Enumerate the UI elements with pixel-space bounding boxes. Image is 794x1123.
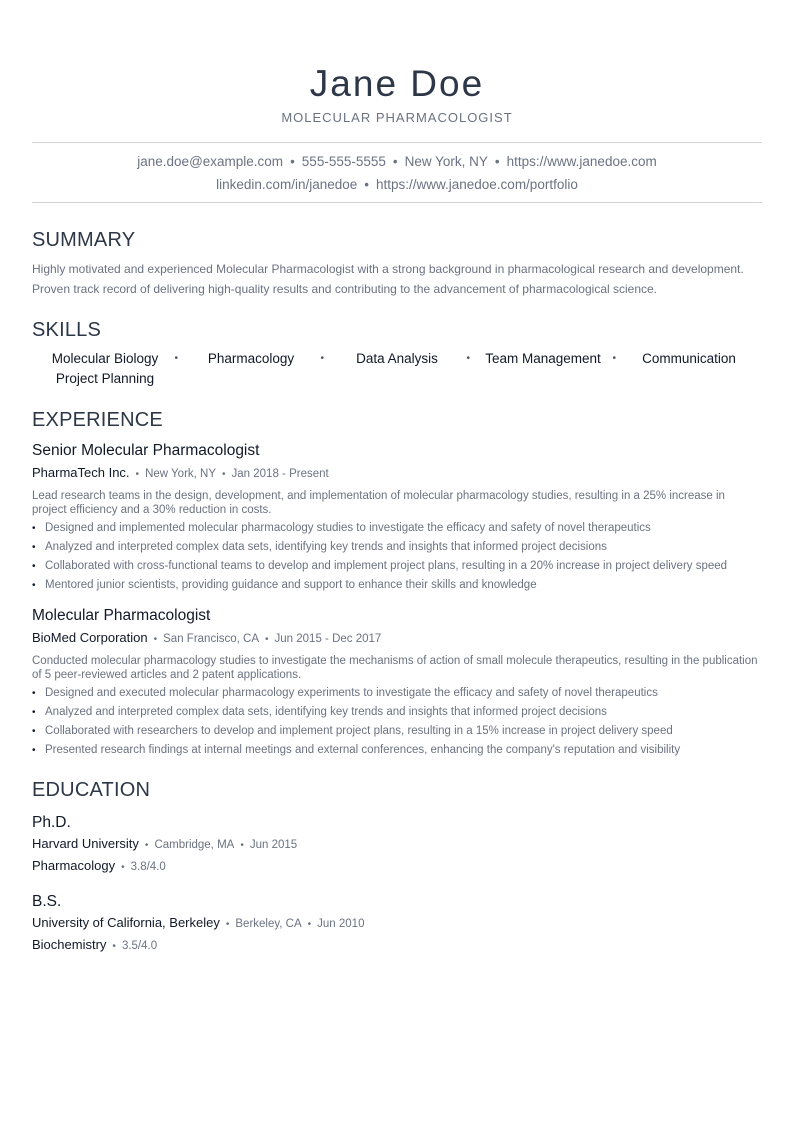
separator-dot: • <box>364 177 369 192</box>
gpa: 3.5/4.0 <box>121 940 158 952</box>
school-name: Harvard University <box>32 836 139 851</box>
skill-label: Molecular Biology <box>51 351 159 366</box>
field-of-study: Pharmacology <box>32 858 116 873</box>
linkedin-link[interactable]: linkedin.com/in/janedoe <box>216 177 358 192</box>
degree-title: Ph.D. <box>32 814 71 831</box>
education-heading: EDUCATION <box>32 779 151 801</box>
separator-dot: • <box>121 862 125 873</box>
separator-dot: • <box>112 941 116 952</box>
job-description: Conducted molecular pharmacology studies to investigate the mechanisms of action of small molecule therapeutics, resulting in the publication of 5 peer-reviewed articles and 2 patent applications. <box>32 655 758 681</box>
location-text: New York, NY <box>404 154 488 169</box>
resume-header <box>32 0 762 126</box>
separator-dot: • <box>494 154 500 169</box>
gpa: 3.8/4.0 <box>130 861 166 873</box>
field-of-study: Biochemistry <box>32 937 107 952</box>
separator-dot: • <box>240 840 244 851</box>
separator-dot: • <box>612 353 616 364</box>
school-location: Berkeley, CA <box>235 918 302 930</box>
job-title: Senior Molecular Pharmacologist <box>32 442 260 459</box>
skill-item <box>178 349 324 369</box>
education-meta <box>32 834 762 856</box>
summary-text: Highly motivated and experienced Molecular Pharmacologist with a strong background in pharmacological research and development. Proven track record of delivering high-quality results and contributing to the advancement of pharmacological science. <box>32 262 744 296</box>
separator-dot: • <box>320 353 324 364</box>
separator-dot: • <box>222 469 226 480</box>
skills-list <box>32 349 762 389</box>
bullet-item: • Mentored junior scientists, providing guidance and support to enhance their skills and knowledge <box>32 578 762 592</box>
education-entry <box>32 813 762 878</box>
job-location: San Francisco, CA <box>163 633 260 645</box>
graduation-date: Jun 2010 <box>317 918 365 930</box>
summary-section <box>32 229 762 299</box>
website-link[interactable]: https://www.janedoe.com <box>506 154 657 169</box>
skill-item <box>470 349 616 369</box>
school-location: Cambridge, MA <box>154 839 235 851</box>
skill-label: Project Planning <box>55 371 155 386</box>
separator-dot: • <box>466 353 470 364</box>
education-section <box>32 779 762 957</box>
portfolio-link[interactable]: https://www.janedoe.com/portfolio <box>375 177 578 192</box>
job-dates: Jan 2018 - Present <box>231 468 329 480</box>
degree-title: B.S. <box>32 893 62 910</box>
job-dates: Jun 2015 - Dec 2017 <box>274 633 382 645</box>
bullet-item: • Analyzed and interpreted complex data sets, identifying key trends and insights that informed project decisions <box>32 540 762 554</box>
job-meta <box>32 628 762 650</box>
bullet-item: • Collaborated with cross-functional teams to develop and implement project plans, resulting in a 20% increase in project delivery speed <box>32 559 762 573</box>
skill-item <box>616 349 762 369</box>
experience-entry <box>32 441 762 592</box>
graduation-date: Jun 2015 <box>249 839 298 851</box>
skill-item <box>324 349 470 369</box>
skill-item <box>32 369 178 389</box>
contact-line-1 <box>32 150 762 173</box>
bullet-item: • Presented research findings at internal meetings and external conferences, enhancing the company's reputation and visibility <box>32 743 762 757</box>
skill-label: Team Management <box>485 351 601 366</box>
company-name: BioMed Corporation <box>32 630 148 645</box>
job-bullets <box>32 521 762 592</box>
skill-item <box>32 349 178 369</box>
job-title: Molecular Pharmacologist <box>32 607 211 624</box>
email-link[interactable]: jane.doe@example.com <box>137 154 284 169</box>
school-name: University of California, Berkeley <box>32 915 220 930</box>
skill-label: Data Analysis <box>356 351 438 366</box>
skills-heading: SKILLS <box>32 319 102 341</box>
education-entry <box>32 892 762 957</box>
contact-line-2 <box>32 173 762 196</box>
education-meta <box>32 913 762 935</box>
experience-section <box>32 409 762 757</box>
separator-dot: • <box>144 840 149 851</box>
separator-dot: • <box>174 353 178 364</box>
header-divider-bottom <box>32 202 762 203</box>
company-name: PharmaTech Inc. <box>32 465 130 480</box>
separator-dot: • <box>135 469 140 480</box>
bullet-item: • Designed and implemented molecular pharmacology studies to investigate the efficacy and safety of novel therapeutics <box>32 521 762 535</box>
contact-info <box>32 143 762 202</box>
separator-dot: • <box>290 154 295 169</box>
experience-heading: EXPERIENCE <box>32 409 163 431</box>
separator-dot: • <box>265 634 269 645</box>
candidate-title: MOLECULAR PHARMACOLOGIST <box>281 110 513 125</box>
experience-entry <box>32 606 762 757</box>
candidate-name: Jane Doe <box>309 63 485 104</box>
job-bullets <box>32 686 762 757</box>
separator-dot: • <box>392 154 398 169</box>
separator-dot: • <box>225 919 230 930</box>
job-meta <box>32 463 762 485</box>
education-field-meta <box>32 935 762 957</box>
separator-dot: • <box>153 634 158 645</box>
job-location: New York, NY <box>145 468 217 480</box>
phone-number[interactable]: 555-555-5555 <box>301 154 386 169</box>
bullet-item: • Designed and executed molecular pharmacology experiments to investigate the efficacy and safety of novel therapeutics <box>32 686 762 700</box>
summary-heading: SUMMARY <box>32 229 136 251</box>
bullet-item: • Collaborated with researchers to develop and implement project plans, resulting in a 15% increase in project delivery speed <box>32 724 762 738</box>
skill-label: Pharmacology <box>207 351 295 366</box>
education-field-meta <box>32 856 762 878</box>
skills-section <box>32 319 762 389</box>
job-description: Lead research teams in the design, development, and implementation of molecular pharmacology studies, resulting in a 25% increase in project efficiency and a 30% reduction in costs. <box>32 490 725 516</box>
bullet-item: • Analyzed and interpreted complex data sets, identifying key trends and insights that informed project decisions <box>32 705 762 719</box>
separator-dot: • <box>307 919 312 930</box>
skill-label: Communication <box>642 351 736 366</box>
